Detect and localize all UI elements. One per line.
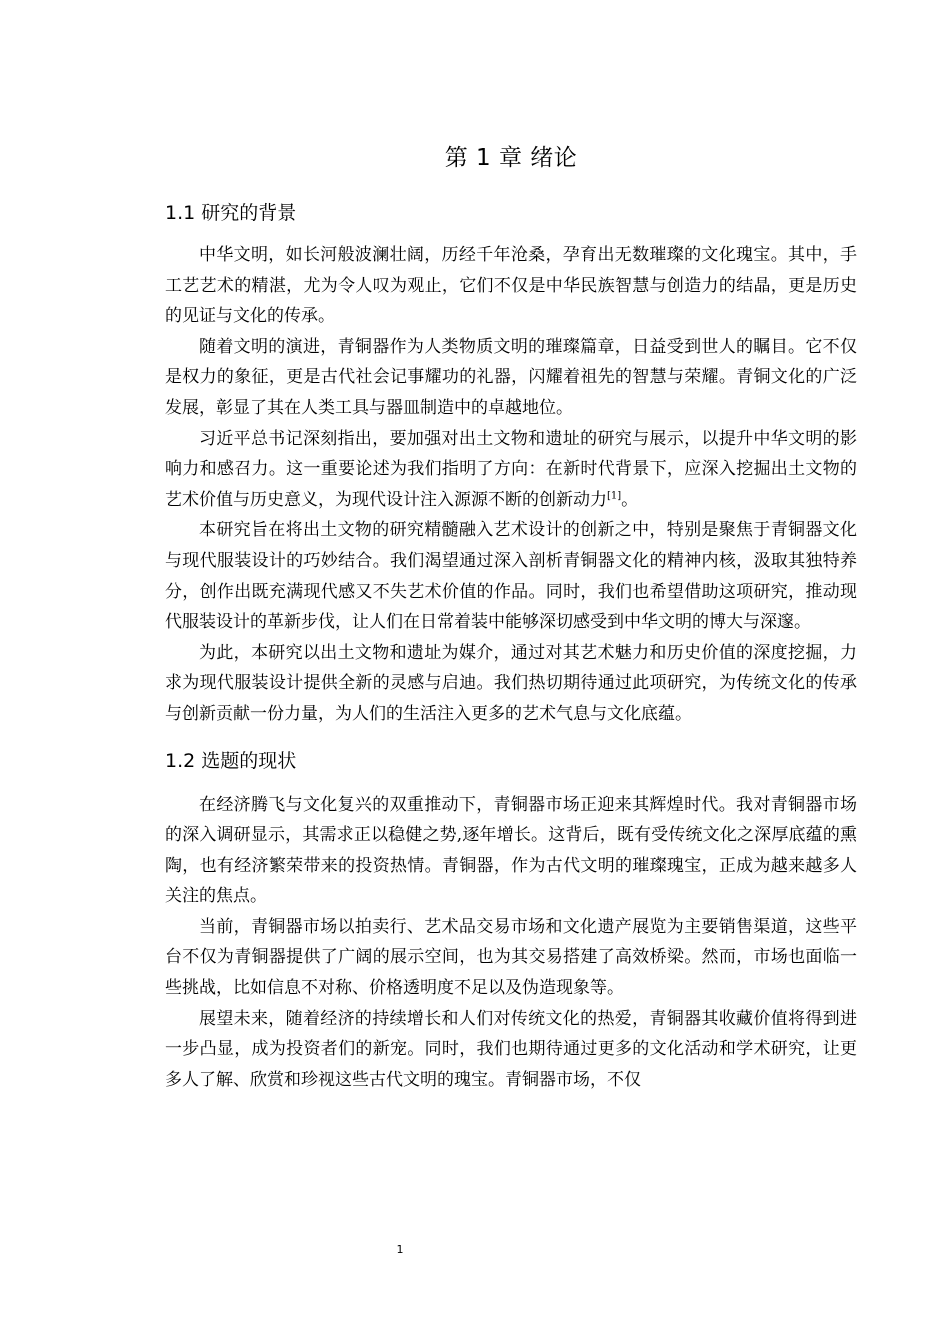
page-content	[165, 140, 857, 1095]
page-number: 1	[396, 1243, 404, 1256]
paragraph: 当前，青铜器市场以拍卖行、艺术品交易市场和文化遗产展览为主要销售渠道，这些平台不仅为青铜器提供了广阔的展示空间，也为其交易搭建了高效桥梁。然而，市场也面临一些挑战，比如信息不对称、价格透明度不足以及伪造现象等。	[165, 916, 857, 999]
paragraph-text: 习近平总书记深刻指出，要加强对出土文物和遗址的研究与展示，以提升中华文明的影响力和感召力。这一重要论述为我们指明了方向：在新时代背景下，应深入挖掘出土文物的艺术价值与历史意义，为现代设计注入源源不断的创新动力	[165, 428, 857, 510]
paragraph: 展望未来，随着经济的持续增长和人们对传统文化的热爱，青铜器其收藏价值将得到进一步凸显，成为投资者们的新宠。同时，我们也期待通过更多的文化活动和学术研究，让更多人了解、欣赏和珍视这些古代文明的瑰宝。青铜器市场，不仅	[165, 1008, 857, 1090]
paragraph: 在经济腾飞与文化复兴的双重推动下，青铜器市场正迎来其辉煌时代。我对青铜器市场的深入调研显示，其需求正以稳健之势,逐年增长。这背后，既有受传统文化之深厚底蕴的熏陶，也有经济繁荣带来的投资热情。青铜器，作为古代文明的璀璨瑰宝，正成为越来越多人关注的焦点。	[165, 794, 857, 907]
chapter-title: 第 1 章 绪论	[444, 145, 578, 171]
paragraph: 为此，本研究以出土文物和遗址为媒介，通过对其艺术魅力和历史价值的深度挖掘，力求为现代服装设计提供全新的灵感与启迪。我们热切期待通过此项研究，为传统文化的传承与创新贡献一份力量，为人们的生活注入更多的艺术气息与文化底蕴。	[165, 642, 857, 724]
section-heading-status: 1.2 选题的现状	[165, 749, 297, 772]
section-heading-background: 1.1 研究的背景	[165, 202, 297, 224]
paragraph: 随着文明的演进，青铜器作为人类物质文明的璀璨篇章，日益受到世人的瞩目。它不仅是权力的象征，更是古代社会记事耀功的礼器，闪耀着祖先的智慧与荣耀。青铜文化的广泛发展，彰显了其在人类工具与器皿制造中的卓越地位。	[165, 336, 857, 418]
citation-marker: [1]	[607, 490, 622, 502]
paragraph: 本研究旨在将出土文物的研究精髓融入艺术设计的创新之中，特别是聚焦于青铜器文化与现代服装设计的巧妙结合。我们渴望通过深入剖析青铜器文化的精神内核，汲取其独特养分，创作出既充满现代感又不失艺术价值的作品。同时，我们也希望借助这项研究，推动现代服装设计的革新步伐，让人们在日常着装中能够深切感受到中华文明的博大与深邃。	[165, 520, 857, 633]
paragraph-end-punctuation: 。	[621, 489, 639, 510]
paragraph-with-citation	[165, 424, 857, 516]
paragraph: 中华文明，如长河般波澜壮阔，历经千年沧桑，孕育出无数璀璨的文化瑰宝。其中，手工艺艺术的精湛，尤为令人叹为观止，它们不仅是中华民族智慧与创造力的结晶，更是历史的见证与文化的传承。	[165, 245, 857, 327]
